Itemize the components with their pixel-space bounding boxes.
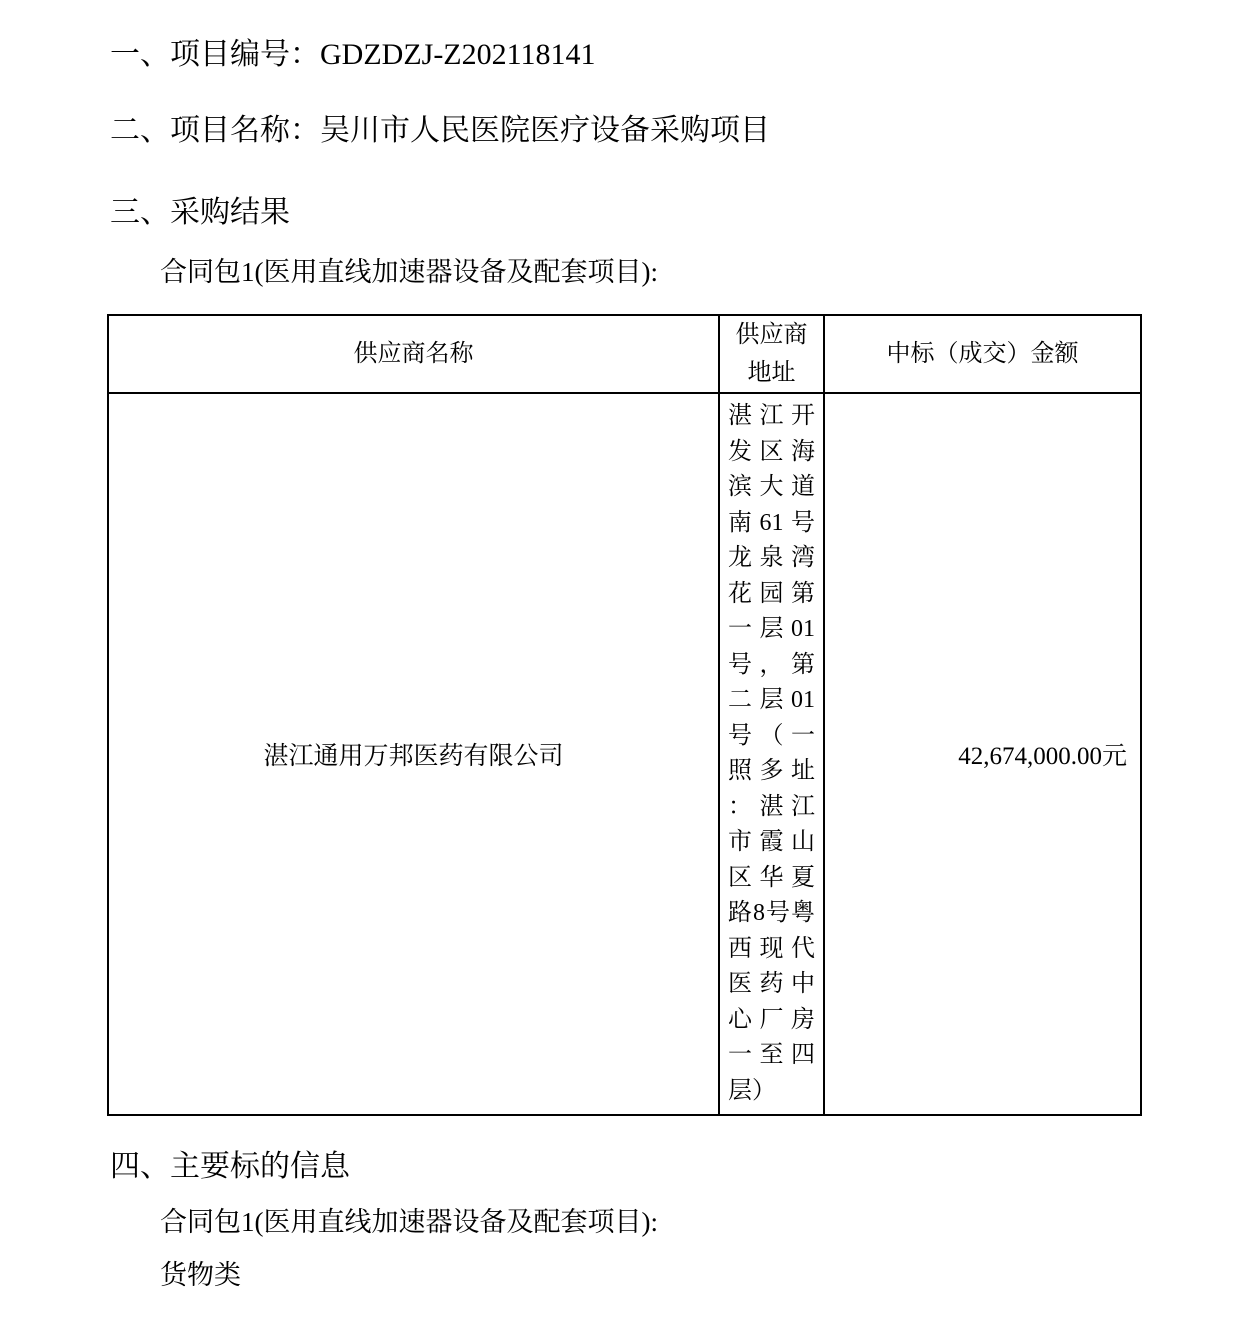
contract-package-label: 合同包1(医用直线加速器设备及配套项目):	[160, 257, 658, 287]
supplier-name-cell: 湛江通用万邦医药有限公司	[108, 393, 719, 1115]
procurement-result-document	[0, 38, 1241, 1291]
column-header-supplier-name: 供应商名称	[108, 315, 719, 393]
supplier-address-cell: 湛江开发区海滨大道南61号龙泉湾花园第一层01号，第二层01号（一照多址：湛江市霞山区华夏路8号粤西现代医药中心厂房一至四层）	[719, 393, 824, 1115]
goods-category-label: 货物类	[160, 1260, 241, 1290]
award-amount-cell: 42,674,000.00元	[824, 393, 1141, 1115]
procurement-result-table	[107, 314, 1142, 1116]
contract-package-label: 合同包1(医用直线加速器设备及配套项目):	[160, 1207, 658, 1237]
main-subject-info-heading: 四、主要标的信息	[110, 1150, 350, 1183]
project-number-heading: 一、项目编号：GDZDZJ-Z202118141	[110, 38, 596, 71]
table-row	[108, 393, 1141, 1115]
column-header-award-amount: 中标（成交）金额	[824, 315, 1141, 393]
table-header-row	[108, 315, 1141, 393]
column-header-supplier-address: 供应商地址	[719, 315, 824, 393]
procurement-result-heading: 三、采购结果	[110, 196, 290, 229]
project-name-heading: 二、项目名称：吴川市人民医院医疗设备采购项目	[110, 114, 770, 147]
